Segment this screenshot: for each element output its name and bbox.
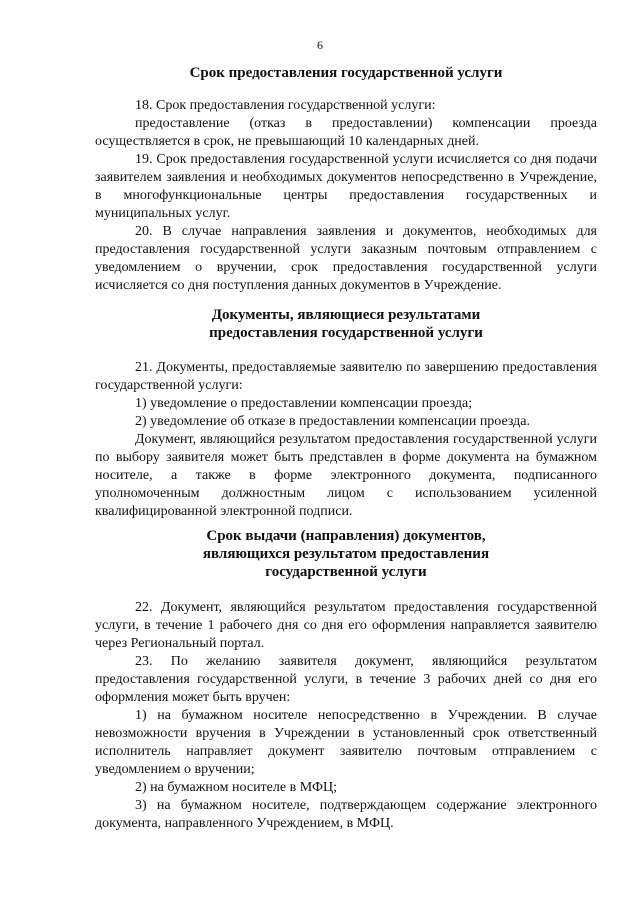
- section-title-line: Срок выдачи (направления) документов,: [206, 528, 486, 544]
- section-body-result-documents: [95, 359, 597, 521]
- paragraph-18: 18. Срок предоставления государственной услуги:: [135, 98, 436, 113]
- paragraph-18-text: предоставление (отказ в предоставлении) компенсации проезда осуществляется в срок, не превышающий 10 календарных дней.: [95, 116, 597, 149]
- section-title-line: государственной услуги: [265, 564, 427, 580]
- section-body-service-term: [95, 97, 597, 295]
- section-title-line: Срок предоставления государственной услуги: [189, 65, 503, 81]
- section-title-line: Документы, являющиеся результатами: [211, 307, 481, 323]
- section-title-line: являющихся результатом предоставления: [202, 546, 490, 562]
- paragraph-21: 21. Документы, предоставляемые заявителю по завершению предоставления государственной услуги:: [95, 360, 597, 393]
- section-title-line: предоставления государственной услуги: [209, 325, 483, 341]
- paragraph-21-note: Документ, являющийся результатом предоставления государственной услуги по выбору заявителя может быть представлен в форме документа на бумажном носителе, а также в форме электронного документа, подписанного уполномоченным должностным лицом с использованием усиленной квалифицированной электронной подписи.: [95, 432, 597, 519]
- paragraph-23: 23. По желанию заявителя документ, являющийся результатом предоставления государственной услуги, в течение 3 рабочих дней со дня его оформления может быть вручен:: [95, 654, 597, 705]
- paragraph-20: 20. В случае направления заявления и документов, необходимых для предоставления государственной услуги заказным почтовым отправлением с уведомлением о вручении, срок предоставления государственной услуги исчисляется со дня поступления данных документов в Учреждение.: [95, 224, 597, 293]
- section-body-delivery-term: [95, 599, 597, 833]
- paragraph-19: 19. Срок предоставления государственной услуги исчисляется со дня подачи заявителем заявления и необходимых документов непосредственно в Учреждение, в многофункциональные центры предоставления государственных и муниципальных услуг.: [95, 152, 597, 221]
- paragraph-21-item-2: 2) уведомление об отказе в предоставлении компенсации проезда.: [135, 414, 530, 429]
- section-title-delivery-term: [95, 527, 597, 581]
- paragraph-21-item-1: 1) уведомление о предоставлении компенсации проезда;: [135, 396, 473, 411]
- section-title-service-term: [95, 64, 597, 82]
- section-title-result-documents: [95, 306, 597, 342]
- paragraph-23-item-3: 3) на бумажном носителе, подтверждающем содержание электронного документа, направленного Учреждением, в МФЦ.: [95, 798, 597, 831]
- paragraph-23-item-1: 1) на бумажном носителе непосредственно в Учреждении. В случае невозможности вручения в Учреждении в установленный срок ответственный исполнитель направляет документ заявителю почтовым отправлением с уведомлением о вручении;: [95, 708, 597, 777]
- paragraph-22: 22. Документ, являющийся результатом предоставления государственной услуги, в течение 1 рабочего дня со дня его оформления направляется заявителю через Региональный портал.: [95, 600, 597, 651]
- paragraph-23-item-2: 2) на бумажном носителе в МФЦ;: [135, 780, 338, 795]
- page-number: 6: [317, 38, 323, 52]
